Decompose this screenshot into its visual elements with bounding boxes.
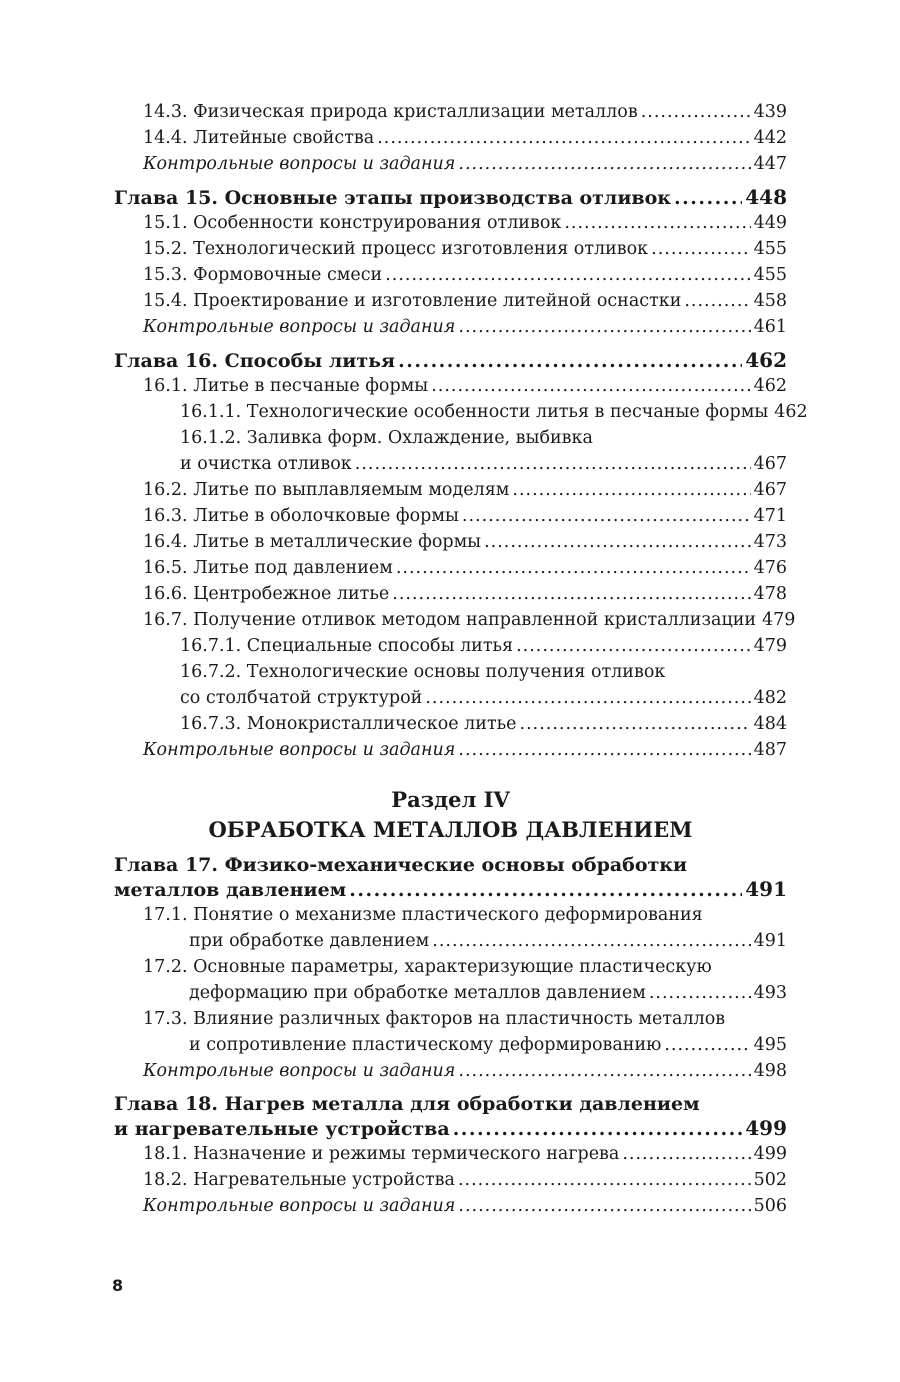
toc-page-number: 462 <box>753 376 787 396</box>
toc-entry-title: 15.1. Особенности конструирования отливок <box>143 213 562 233</box>
toc-page-number: 502 <box>753 1170 787 1190</box>
page-number: 8 <box>112 1276 124 1295</box>
toc-entry <box>143 373 787 399</box>
toc-entry <box>143 99 787 125</box>
toc-subentry <box>180 711 787 737</box>
toc-entry <box>143 1167 787 1193</box>
toc-page-number: 484 <box>753 714 787 734</box>
toc-entry <box>143 581 787 607</box>
toc-entry-title-line1: 17.2. Основные параметры, характеризующие пластическую <box>143 957 712 977</box>
leader-dots <box>398 349 742 373</box>
toc-page-number: 498 <box>753 1061 787 1081</box>
toc-page-number: 462 <box>745 348 787 372</box>
leader-dots <box>674 186 742 210</box>
leader-dots <box>564 210 750 236</box>
toc-page-number: 479 <box>753 636 787 656</box>
toc-entry <box>143 1006 787 1058</box>
toc-chapter-17 <box>114 853 787 902</box>
toc-page-number: 491 <box>753 931 787 951</box>
toc-entry-title: 16.7.1. Специальные способы литья <box>180 636 514 656</box>
toc-page-number: 491 <box>745 877 787 901</box>
leader-dots <box>516 633 750 659</box>
toc-entry <box>143 288 787 314</box>
toc-page-number: 471 <box>753 506 787 526</box>
toc-subentry <box>180 425 787 477</box>
toc-entry <box>143 236 787 262</box>
toc-page-number: 449 <box>753 213 787 233</box>
toc-entry-title-line1: 16.7.2. Технологические основы получения отливок <box>180 662 666 682</box>
toc-page-number: 448 <box>745 185 787 209</box>
toc-page-number: 478 <box>753 584 787 604</box>
leader-dots <box>462 503 751 529</box>
toc-review-questions <box>143 1193 787 1219</box>
toc-entry-title-line1: 16.1.2. Заливка форм. Охлаждение, выбивка <box>180 428 593 448</box>
leader-dots <box>684 288 750 314</box>
leader-dots <box>392 581 750 607</box>
toc-entry-title: 14.4. Литейные свойства <box>143 128 375 148</box>
toc-entry <box>143 262 787 288</box>
leader-dots <box>377 125 750 151</box>
toc-page-number: 499 <box>753 1144 787 1164</box>
chapter-title-line2: и нагревательные устройства <box>114 1118 450 1140</box>
toc-entry-title: Контрольные вопросы и задания <box>143 740 456 760</box>
toc-page-number: 461 <box>753 317 787 337</box>
toc-page-number: 487 <box>753 740 787 760</box>
leader-dots <box>664 1032 750 1058</box>
toc-entry-title: 16.6. Центробежное литье <box>143 584 390 604</box>
toc-entry-title-line1: 17.3. Влияние различных факторов на пластичность металлов <box>143 1009 726 1029</box>
toc-page-number: 479 <box>762 610 796 630</box>
toc-entry-title: 16.5. Литье под давлением <box>143 558 393 578</box>
toc-entry-title: Контрольные вопросы и задания <box>143 1061 456 1081</box>
toc-page-number: 499 <box>745 1116 787 1140</box>
leader-dots <box>458 314 750 340</box>
leader-dots <box>512 477 750 503</box>
chapter-title: Глава 16. Способы литья <box>114 350 396 372</box>
toc-entry-title: Контрольные вопросы и задания <box>143 317 456 337</box>
toc-entry-title: 16.1.1. Технологические особенности литья в песчаные формы <box>180 402 769 422</box>
toc-entry-title: 15.2. Технологический процесс изготовления отливок <box>143 239 649 259</box>
toc-review-questions <box>143 314 787 340</box>
toc-page-number: 473 <box>753 532 787 552</box>
chapter-title-line1: Глава 17. Физико-механические основы обработки <box>114 854 688 876</box>
toc-chapter-15 <box>114 185 787 210</box>
chapter-title: Глава 15. Основные этапы производства отливок <box>114 187 672 209</box>
leader-dots <box>520 711 751 737</box>
toc-page-number: 458 <box>753 291 787 311</box>
toc-entry <box>143 1141 787 1167</box>
leader-dots <box>385 262 750 288</box>
section-heading <box>114 785 787 845</box>
leader-dots <box>458 1058 750 1084</box>
toc-entry-title: 16.3. Литье в оболочковые формы <box>143 506 459 526</box>
toc-page-number: 455 <box>753 265 787 285</box>
toc-entry-title: 16.7. Получение отливок методом направленной кристаллизации <box>143 610 757 630</box>
toc-entry-title: 18.2. Нагревательные устройства <box>143 1170 455 1190</box>
toc-entry <box>143 954 787 1006</box>
toc-subentry <box>180 399 808 425</box>
toc-chapter-16 <box>114 348 787 373</box>
leader-dots <box>453 1117 743 1141</box>
toc-page-number: 506 <box>753 1196 787 1216</box>
leader-dots <box>458 1193 750 1219</box>
toc-page-number: 462 <box>774 402 808 422</box>
toc-subentry <box>180 659 787 711</box>
toc-page-number: 455 <box>753 239 787 259</box>
leader-dots <box>651 236 750 262</box>
toc-entry-title: Контрольные вопросы и задания <box>143 154 456 174</box>
toc-page-number: 467 <box>753 480 787 500</box>
toc-entry <box>143 529 787 555</box>
chapter-title-line1: Глава 18. Нагрев металла для обработки давлением <box>114 1093 700 1115</box>
toc-page-number: 447 <box>753 154 787 174</box>
leader-dots <box>484 529 750 555</box>
toc-review-questions <box>143 737 787 763</box>
toc-entry-title-line2: деформацию при обработке металлов давлением <box>189 983 646 1003</box>
leader-dots <box>458 737 750 763</box>
toc-entry-title: 18.1. Назначение и режимы термического нагрева <box>143 1144 620 1164</box>
toc-entry <box>143 902 787 954</box>
toc-entry-title: 16.1. Литье в песчаные формы <box>143 376 429 396</box>
toc-page-number: 493 <box>753 983 787 1003</box>
leader-dots <box>355 451 751 477</box>
toc-entry-title: 15.3. Формовочные смеси <box>143 265 383 285</box>
toc-entry-title-line1: 17.1. Понятие о механизме пластического деформирования <box>143 905 703 925</box>
toc-entry-title: 15.4. Проектирование и изготовление литейной оснастки <box>143 291 682 311</box>
toc-entry-title: 14.3. Физическая природа кристаллизации металлов <box>143 102 638 122</box>
leader-dots <box>432 928 750 954</box>
leader-dots <box>396 555 751 581</box>
toc-chapter-18 <box>114 1092 787 1141</box>
leader-dots <box>622 1141 750 1167</box>
leader-dots <box>458 1167 751 1193</box>
section-number: Раздел IV <box>391 787 510 812</box>
chapter-title-line2: металлов давлением <box>114 879 347 901</box>
toc-subentry <box>180 633 787 659</box>
toc-entry <box>143 125 787 151</box>
toc-entry-title-line2: со столбчатой структурой <box>180 688 423 708</box>
toc-page-number: 495 <box>753 1035 787 1055</box>
toc-entry-title-line2: и очистка отливок <box>180 454 352 474</box>
toc-entry-title: 16.2. Литье по выплавляемым моделям <box>143 480 510 500</box>
toc-entry-title-line2: и сопротивление пластическому деформированию <box>189 1035 662 1055</box>
toc-entry-title: 16.4. Литье в металлические формы <box>143 532 482 552</box>
leader-dots <box>425 685 750 711</box>
toc-entry <box>143 210 787 236</box>
table-of-contents <box>114 99 808 1219</box>
toc-page-number: 482 <box>753 688 787 708</box>
leader-dots <box>649 980 751 1006</box>
leader-dots <box>641 99 751 125</box>
leader-dots <box>349 878 742 902</box>
toc-review-questions <box>143 1058 787 1084</box>
toc-page-number: 442 <box>753 128 787 148</box>
toc-entry-title-line2: при обработке давлением <box>189 931 430 951</box>
toc-entry <box>143 607 796 633</box>
toc-page-number: 476 <box>753 558 787 578</box>
toc-review-questions <box>143 151 787 177</box>
toc-entry <box>143 555 787 581</box>
toc-entry-title: 16.7.3. Монокристаллическое литье <box>180 714 517 734</box>
leader-dots <box>431 373 750 399</box>
toc-entry-title: Контрольные вопросы и задания <box>143 1196 456 1216</box>
toc-entry <box>143 503 787 529</box>
leader-dots <box>458 151 750 177</box>
section-title: ОБРАБОТКА МЕТАЛЛОВ ДАВЛЕНИЕМ <box>208 817 693 842</box>
toc-entry <box>143 477 787 503</box>
toc-page-number: 439 <box>753 102 787 122</box>
toc-page-number: 467 <box>753 454 787 474</box>
